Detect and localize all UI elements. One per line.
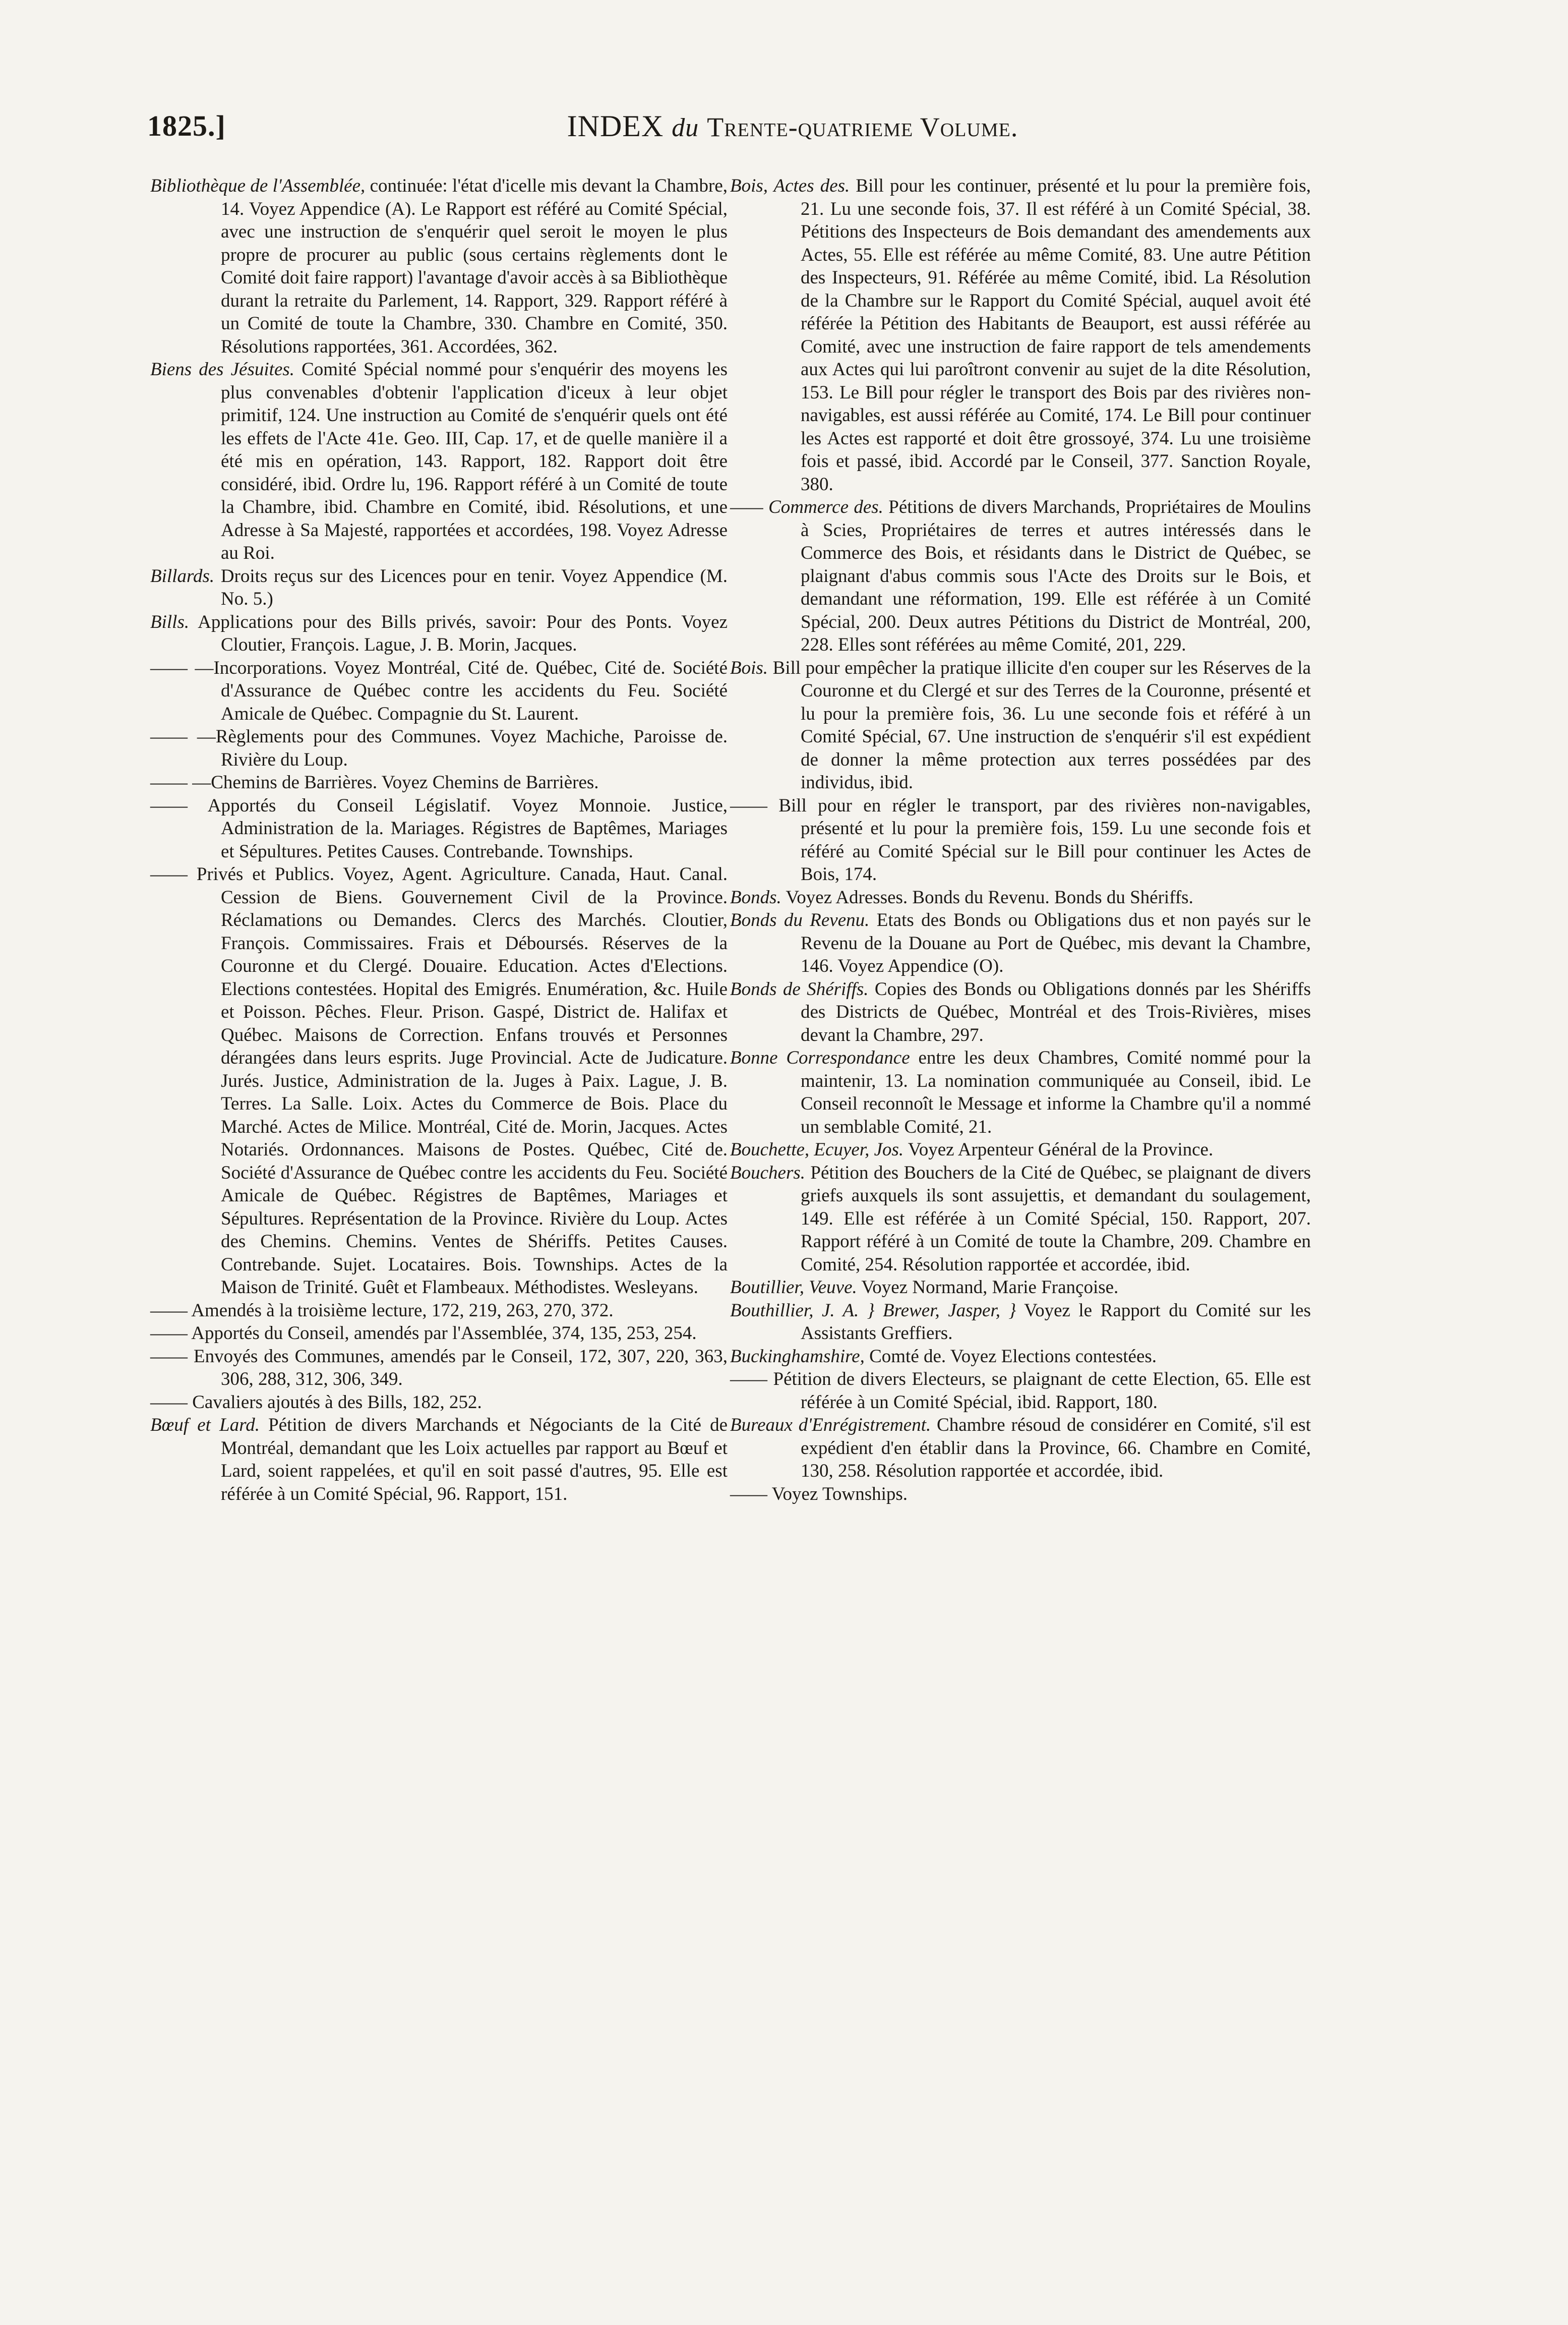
index-entry: Bonds. Voyez Adresses. Bonds du Revenu. Bonds du Shériffs. <box>730 887 1193 908</box>
title-volume: Trente-quatrieme Volume. <box>707 112 1018 142</box>
index-entry: Bureaux d'Enrégistrement. Chambre résoud de considérer en Comité, s'il est expédient d'en établir dans la Province, 66. Chambre en Comité, 130, 258. Résolution rapportée et accordée, ibid. <box>730 1415 1311 1481</box>
left-column <box>150 175 728 1505</box>
page-year: 1825.] <box>147 109 226 142</box>
index-subentry: —— Cavaliers ajoutés à des Bills, 182, 252. <box>150 1391 482 1413</box>
index-entry: Bonne Correspondance entre les deux Chambres, Comité nommé pour la maintenir, 13. La nomination communiquée au Conseil, ibid. Le Conseil reconnoît le Message et informe la Chambre qu'il a nommé un semblable Comité, 21. <box>730 1048 1311 1137</box>
index-entry: —— Commerce des. Pétitions de divers Marchands, Propriétaires de Moulins à Scies, Propriétaires de terres et autres intéressés dans le Commerce des Bois, et résidants dans le District de Québec, se plaignant d'abus commis sous l'Acte des Droits sur le Bois, et demandant une réformation, 199. Elle est référée à un Comité Spécial, 200. Deux autres Pétitions du District de Montréal, 200, 228. Elles sont référées au même Comité, 201, 229. <box>730 497 1311 655</box>
index-entry: Bills. Applications pour des Bills privés, savoir: Pour des Ponts. Voyez Cloutier, François. Lague, J. B. Morin, Jacques. <box>150 611 728 655</box>
index-subentry: —— Apportés du Conseil, amendés par l'Assemblée, 374, 135, 253, 254. <box>150 1323 697 1344</box>
index-entry: Bonds de Shériffs. Copies des Bonds ou Obligations donnés par les Shériffs des Districts de Québec, Montréal et des Trois-Rivières, mises devant la Chambre, 297. <box>730 978 1311 1045</box>
index-entry: Bois. Bill pour empêcher la pratique illicite d'en couper sur les Réserves de la Couronne et du Clergé et sur des Terres de la Couronne, présenté et lu pour la première fois, 36. Lu une seconde fois et référé à un Comité Spécial, 67. Une instruction de s'enquérir s'il est expédient de donner la même protection aux terres possédées par des individus, ibid. <box>730 657 1311 793</box>
index-entry: Bouchers. Pétition des Bouchers de la Cité de Québec, se plaignant de divers griefs auxquels ils sont assujettis, et demandant du soulagement, 149. Elle est référée à un Comité Spécial, 150. Rapport, 207. Rapport référé à un Comité de toute la Chambre, 209. Chambre en Comité, 254. Résolution rapportée et accordée, ibid. <box>730 1162 1311 1275</box>
index-subentry: —— —Chemins de Barrières. Voyez Chemins de Barrières. <box>150 772 599 793</box>
index-subentry: —— Amendés à la troisième lecture, 172, 219, 263, 270, 372. <box>150 1300 614 1321</box>
index-subentry: —— Privés et Publics. Voyez, Agent. Agriculture. Canada, Haut. Canal. Cession de Biens. Gouvernement Civil de la Province. Réclamations ou Demandes. Clercs des Marchés. Cloutier, François. Commissaires. Frais et Déboursés. Réserves de la Couronne et du Clergé. Douaire. Education. Actes d'Elections. Elections contestées. Hopital des Emigrés. Enumération, &c. Huile et Poisson. Pêches. Fleur. Prison. Gaspé, District de. Halifax et Québec. Maisons de Correction. Enfans trouvés et Personnes dérangées dans leurs esprits. Juge Provincial. Acte de Judicature. Jurés. Justice, Administration de la. Juges à Paix. Lague, J. B. Terres. La Salle. Loix. Actes du Commerce de Bois. Place du Marché. Actes de Milice. Montréal, Cité de. Morin, Jacques. Actes Notariés. Ordonnances. Maisons de Postes. Québec, Cité de. Société d'Assurance de Québec contre les accidents du Feu. Société Amicale de Québec. Régistres de Baptêmes, Mariages et Sépultures. Représentation de la Province. Rivière du Loup. Actes des Chemins. Chemins. Ventes de Shériffs. Petites Causes. Contrebande. Sujet. Locataires. Bois. Townships. Actes de la Maison de Trinité. Guêt et Flambeaux. Méthodistes. Wesleyans. <box>150 864 728 1298</box>
index-entry: Biens des Jésuites. Comité Spécial nommé pour s'enquérir des moyens les plus convenables d'obtenir l'application d'iceux à leur objet primitif, 124. Une instruction au Comité de s'enquérir quels ont été les effets de l'Acte 41e. Geo. III, Cap. 17, et de quelle manière il a été mis en opération, 143. Rapport, 182. Rapport doit être considéré, ibid. Ordre lu, 196. Rapport référé à un Comité de toute la Chambre, ibid. Chambre en Comité, ibid. Résolutions, et une Adresse à Sa Majesté, rapportées et accordées, 198. Voyez Adresse au Roi. <box>150 359 728 563</box>
index-subentry: —— —Règlements pour des Communes. Voyez Machiche, Paroisse de. Rivière du Loup. <box>150 726 728 770</box>
index-subentry: —— Pétition de divers Electeurs, se plaignant de cette Election, 65. Elle est référée à un Comité Spécial, ibid. Rapport, 180. <box>730 1369 1311 1413</box>
index-entry: Bouthillier, J. A. } Brewer, Jasper, } Voyez le Rapport du Comité sur les Assistants Greffiers. <box>730 1300 1311 1344</box>
title-du: du <box>672 113 699 142</box>
index-entry: Bouchette, Ecuyer, Jos. Voyez Arpenteur Général de la Province. <box>730 1139 1214 1160</box>
index-subentry: —— Apportés du Conseil Législatif. Voyez Monnoie. Justice, Administration de la. Mariages. Régistres de Baptêmes, Mariages et Sépultures. Petites Causes. Contrebande. Townships. <box>150 795 728 862</box>
index-subentry: —— —Incorporations. Voyez Montréal, Cité de. Québec, Cité de. Société d'Assurance de Québec contre les accidents du Feu. Société Amicale de Québec. Compagnie du St. Laurent. <box>150 657 728 724</box>
index-entry: Bibliothèque de l'Assemblée, continuée: l'état d'icelle mis devant la Chambre, 14. Voyez Appendice (A). Le Rapport est référé au Comité Spécial, avec une instruction de s'enquérir quel seroit le moyen le plus propre de procurer au public (sous certains règlements dont le Comité doit faire rapport) l'avantage d'avoir accès à sa Bibliothèque durant la retraite du Parlement, 14. Rapport, 329. Rapport référé à un Comité de toute la Chambre, 330. Chambre en Comité, 350. Résolutions rapportées, 361. Accordées, 362. <box>150 176 728 357</box>
title-index: INDEX <box>567 109 664 143</box>
index-subentry: —— Envoyés des Communes, amendés par le Conseil, 172, 307, 220, 363, 306, 288, 312, 306, 349. <box>150 1346 728 1389</box>
index-entry: Billards. Droits reçus sur des Licences pour en tenir. Voyez Appendice (M. No. 5.) <box>150 565 728 609</box>
index-subentry: —— Bill pour en régler le transport, par des rivières non-navigables, présenté et lu pour la première fois, 159. Lu une seconde fois et référé au Comité Spécial sur le Bill pour continuer les Actes de Bois, 174. <box>730 795 1311 885</box>
index-subentry: —— Voyez Townships. <box>730 1483 908 1504</box>
right-column <box>730 175 1311 1505</box>
index-entry: Bœuf et Lard. Pétition de divers Marchands et Négociants de la Cité de Montréal, demandant que les Loix actuelles par rapport au Bœuf et Lard, soient rappelées, et qu'il en soit passé d'autres, 95. Elle est référée à un Comité Spécial, 96. Rapport, 151. <box>150 1415 728 1504</box>
index-entry: Bois, Actes des. Bill pour les continuer, présenté et lu pour la première fois, 21. Lu une seconde fois, 37. Il est référé à un Comité Spécial, 38. Pétitions des Inspecteurs de Bois demandant des amendements aux Actes, 55. Elle est référée au même Comité, 83. Une autre Pétition des Inspecteurs, 91. Référée au même Comité, ibid. La Résolution de la Chambre sur le Rapport du Comité Spécial, auquel avoit été référée la Pétition des Habitants de Beauport, est aussi référée au Comité, avec une instruction de faire rapport de tels amendements aux Actes qui lui paroîtront convenir au sujet de la dite Résolution, 153. Le Bill pour régler le transport des Bois par des rivières non-navigables, est aussi référée au Comité, 174. Le Bill pour continuer les Actes est rapporté et doit être grossoyé, 374. Lu une troisième fois et passé, ibid. Accordé par le Conseil, 377. Sanction Royale, 380. <box>730 176 1311 495</box>
page-title <box>147 110 1438 144</box>
index-entry: Boutillier, Veuve. Voyez Normand, Marie Françoise. <box>730 1277 1119 1298</box>
page-header <box>147 110 1438 155</box>
index-entry: Buckinghamshire, Comté de. Voyez Elections contestées. <box>730 1346 1157 1367</box>
index-entry: Bonds du Revenu. Etats des Bonds ou Obligations dus et non payés sur le Revenu de la Douane au Port de Québec, mis devant la Chambre, 146. Voyez Appendice (O). <box>730 910 1311 976</box>
